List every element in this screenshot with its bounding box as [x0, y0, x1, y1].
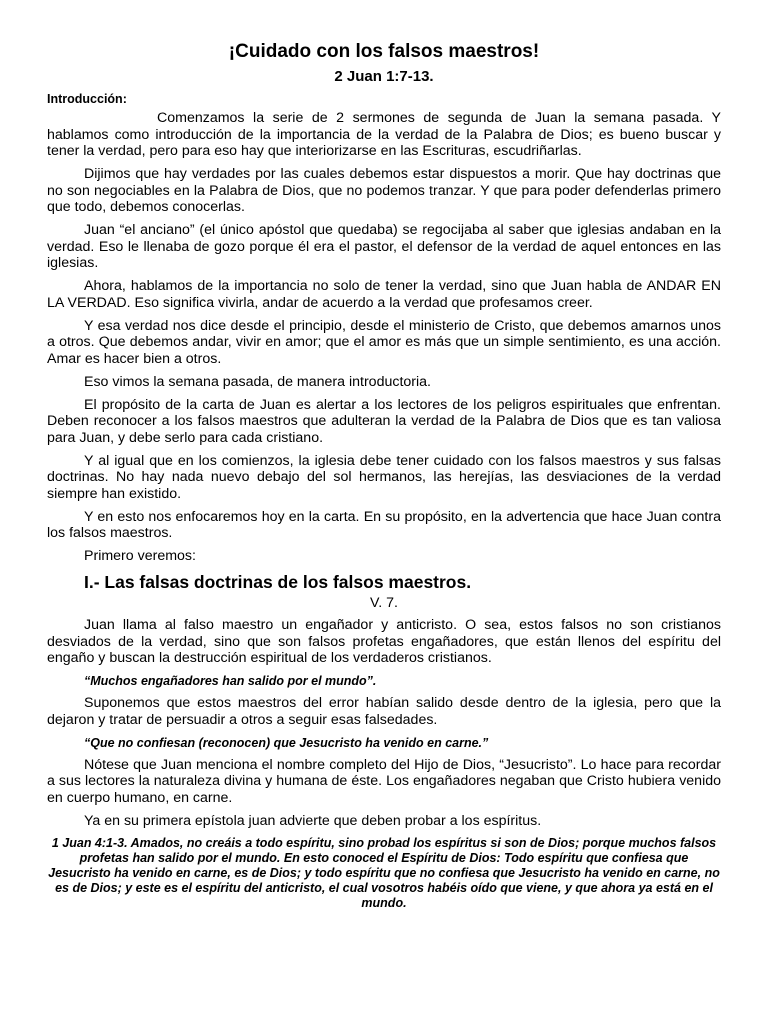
paragraph: Y en esto nos enfocaremos hoy en la carta. En su propósito, en la advertencia que hace Juan contra los falsos maestros.: [47, 508, 721, 541]
inline-quote: “Que no confiesan (reconocen) que Jesucristo ha venido en carne.”: [84, 735, 489, 750]
paragraph: Juan llama al falso maestro un engañador y anticristo. O sea, estos falsos no son cristianos desviados de la verdad, sino que son falsos profetas engañadores, que están llenos del espíritu del engaño y buscan la destrucción espiritual de los verdaderos cristianos.: [47, 617, 721, 666]
document-title: ¡Cuidado con los falsos maestros!: [228, 41, 540, 62]
scripture-block-quote: 1 Juan 4:1-3. Amados, no creáis a todo espíritu, sino probad los espíritus si son de Dios; porque muchos falsos profetas han salido por el mundo. En esto conoced el Espíritu de Dios: Todo espíritu que confiesa que Jesucristo ha venido en carne, es de Dios; y todo espíritu que no confiesa que Jesucristo ha venido en carne, no es de Dios; y este es el espíritu del anticristo, el cual vosotros habéis oído que viene, y que ahora ya está en el mundo.: [48, 835, 720, 910]
inline-quote: “Muchos engañadores han salido por el mundo”.: [84, 674, 377, 688]
paragraph: Primero veremos:: [84, 548, 196, 564]
paragraph: Suponemos que estos maestros del error habían salido desde dentro de la iglesia, pero que la dejaron y tratar de persuadir a otros a seguir esas falsedades.: [47, 695, 721, 728]
paragraph: Nótese que Juan menciona el nombre completo del Hijo de Dios, “Jesucristo”. Lo hace para recordar a sus lectores la naturaleza divina y humana de éste. Los engañadores negaban que Cristo hubiera venido en cuerpo humano, en carne.: [47, 756, 721, 806]
paragraph: Dijimos que hay verdades por las cuales debemos estar dispuestos a morir. Que hay doctrinas que no son negociables en la Palabra de Dios, que no podemos tranzar. Y que para poder defenderlas primero que todo, debemos conocerlas.: [47, 166, 721, 215]
paragraph: Y esa verdad nos dice desde el principio, desde el ministerio de Cristo, que debemos amarnos unos a otros. Que debemos andar, vivir en amor; que el amor es más que un simple sentimiento, es una acción. Amar es hacer bien a otros.: [47, 317, 721, 367]
verse-reference: V. 7.: [370, 595, 398, 611]
paragraph: Ahora, hablamos de la importancia no solo de tener la verdad, sino que Juan habla de ANDAR EN LA VERDAD. Eso significa vivirla, andar de acuerdo a la verdad que profesamos creer.: [47, 278, 721, 311]
paragraph: Juan “el anciano” (el único apóstol que quedaba) se regocijaba al saber que iglesias andaban en la verdad. Eso le llenaba de gozo porque él era el pastor, el defensor de la verdad de aquel entonces en las iglesias.: [47, 222, 721, 271]
scripture-reference: 2 Juan 1:7-13.: [334, 68, 434, 85]
paragraph: Eso vimos la semana pasada, de manera introductoria.: [84, 373, 431, 390]
intro-label: Introducción:: [47, 92, 127, 106]
paragraph: El propósito de la carta de Juan es alertar a los lectores de los peligros espirituales que enfrentan. Deben reconocer a los falsos maestros que adulteran la verdad de la Palabra de Dios que es tan valiosa para Juan, y debe serlo para cada cristiano.: [47, 396, 721, 446]
section-heading: I.- Las falsas doctrinas de los falsos maestros.: [84, 572, 472, 592]
paragraph: Comenzamos la serie de 2 sermones de segunda de Juan la semana pasada. Y hablamos como introducción de la importancia de la verdad de la Palabra de Dios; es bueno buscar y tener la verdad, pero para eso hay que interiorizarse en las Escrituras, escudriñarlas.: [47, 110, 721, 159]
paragraph: Ya en su primera epístola juan advierte que deben probar a los espíritus.: [84, 812, 542, 829]
paragraph: Y al igual que en los comienzos, la iglesia debe tener cuidado con los falsos maestros y sus falsas doctrinas. No hay nada nuevo debajo del sol hermanos, las herejías, las desviaciones de la verdad siempre han existido.: [47, 452, 721, 502]
